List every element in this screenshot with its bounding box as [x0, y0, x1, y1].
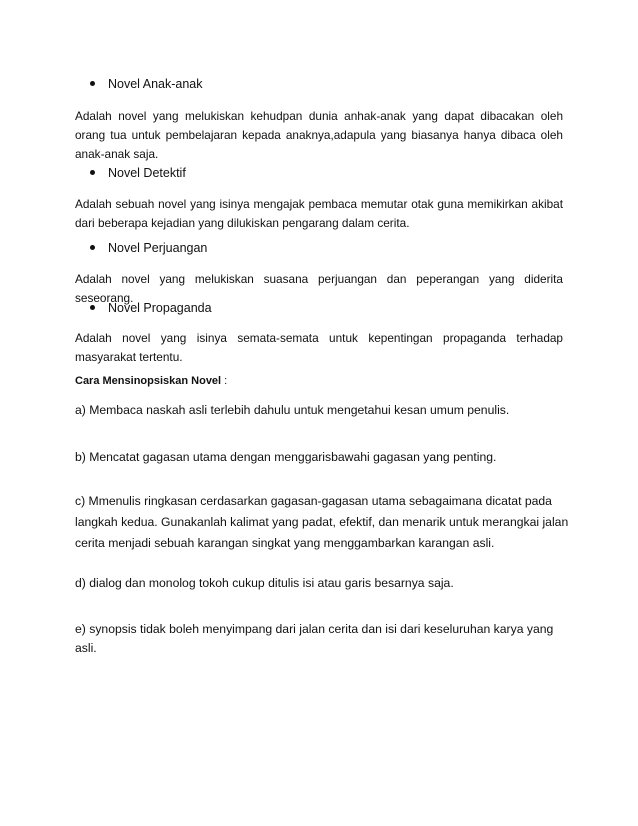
synopsis-step-b: b) Mencatat gagasan utama dengan menggarisbawahi gagasan yang penting. [75, 450, 497, 464]
bullet-item-novel-detektif [90, 165, 186, 181]
heading-text: Cara Mensinopsiskan Novel [75, 375, 222, 387]
section-heading [75, 373, 227, 389]
bullet-dot-icon [90, 245, 95, 250]
bullet-item-novel-propaganda [90, 300, 212, 316]
bullet-dot-icon [90, 81, 95, 86]
bullet-label: Novel Perjuangan [108, 241, 208, 255]
synopsis-step-a: a) Membaca naskah asli terlebih dahulu untuk mengetahui kesan umum penulis. [75, 403, 510, 417]
paragraph-novel-anak-anak: Adalah novel yang melukiskan kehudpan dunia anhak-anak yang dapat dibacakan oleh orang tua untuk pembelajaran kepada anaknya,adapula yang biasanya hanya dibaca oleh anak-anak saja. [75, 109, 563, 161]
paragraph-novel-detektif: Adalah sebuah novel yang isinya mengajak pembaca memutar otak guna memikirkan akibat dari beberapa kejadian yang dilukiskan pengarang dalam cerita. [75, 197, 563, 230]
synopsis-step-d: d) dialog dan monolog tokoh cukup ditulis isi atau garis besarnya saja. [75, 576, 454, 590]
synopsis-step-e: e) synopsis tidak boleh menyimpang dari jalan cerita dan isi dari keseluruhan karya yang asli. [75, 622, 554, 655]
bullet-item-novel-perjuangan [90, 240, 207, 256]
bullet-dot-icon [90, 305, 95, 310]
bullet-item-novel-anak-anak [90, 76, 203, 92]
paragraph-novel-propaganda: Adalah novel yang isinya semata-semata untuk kepentingan propaganda terhadap masyarakat tertentu. [75, 331, 563, 364]
synopsis-step-c: c) Mmenulis ringkasan cerdasarkan gagasan-gagasan utama sebagaimana dicatat pada langkah kedua. Gunakanlah kalimat yang padat, efektif, dan menarik untuk merangkai jalan cerita menjadi sebuah karangan singkat yang menggambarkan karangan asli. [75, 494, 569, 550]
heading-suffix: : [221, 375, 228, 387]
bullet-label: Novel Anak-anak [108, 77, 203, 91]
paragraph-novel-perjuangan: Adalah novel yang melukiskan suasana perjuangan dan peperangan yang diderita seseorang. [75, 272, 563, 305]
bullet-label: Novel Detektif [108, 166, 186, 180]
bullet-dot-icon [90, 170, 95, 175]
bullet-label: Novel Propaganda [108, 301, 212, 315]
